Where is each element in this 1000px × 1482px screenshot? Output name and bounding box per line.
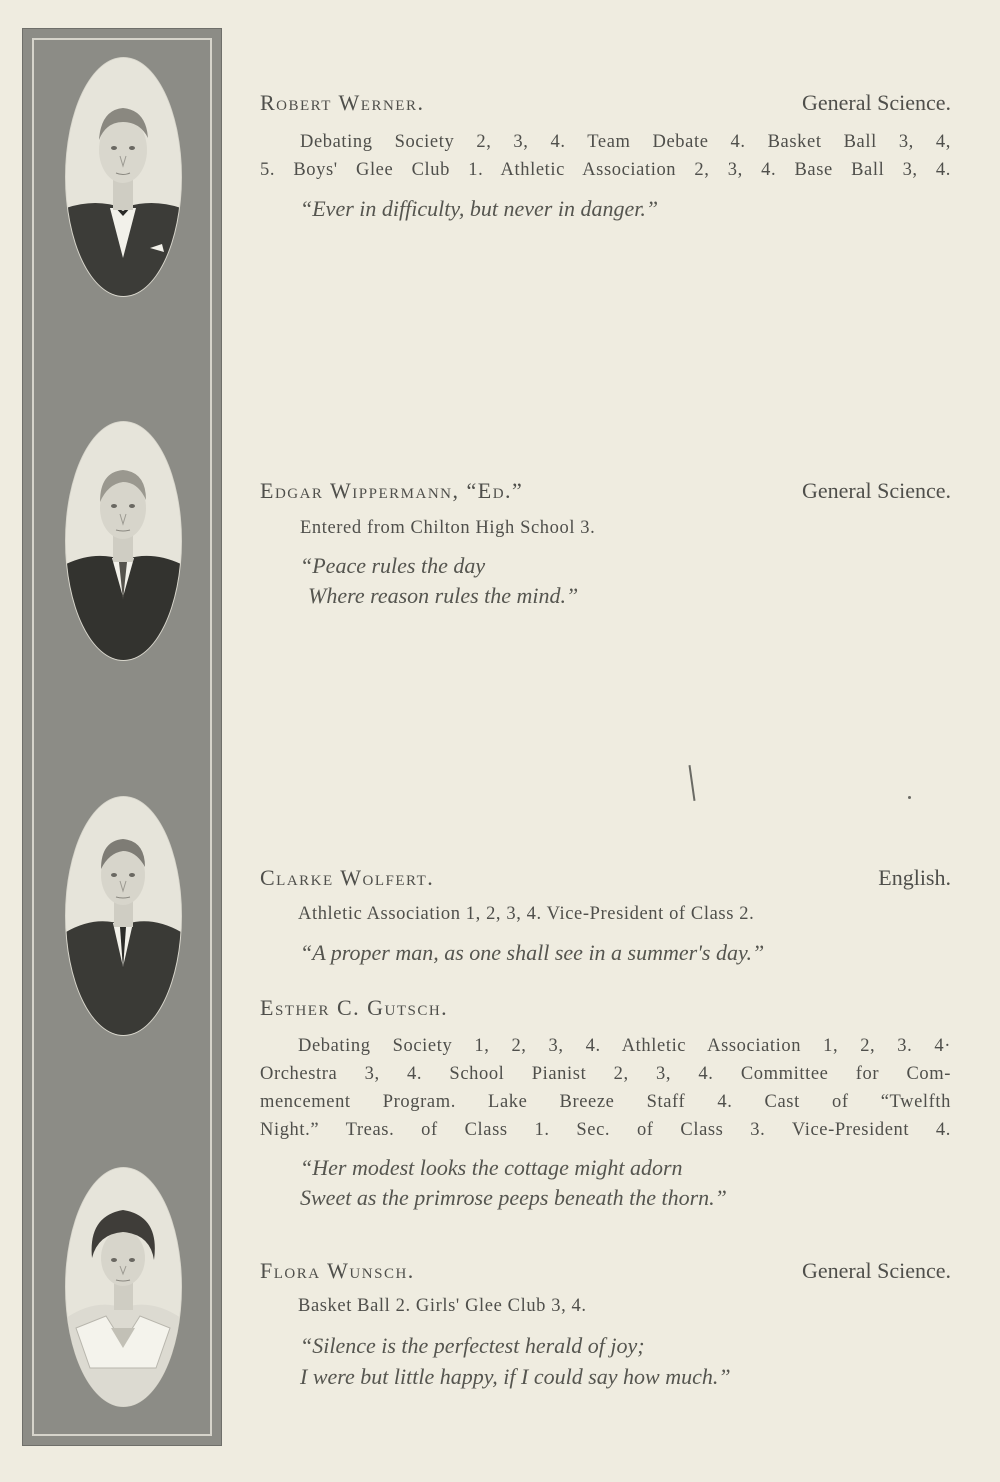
portrait-clarke-wolfert	[65, 796, 182, 1036]
student-name: Robert Werner.	[260, 90, 425, 115]
student-course: General Science.	[801, 478, 951, 503]
student-name: Flora Wunsch.	[260, 1258, 415, 1283]
stray-mark	[689, 765, 696, 801]
activities-line: Athletic Association 1, 2, 3, 4. Vice-President of Class 2.	[298, 904, 755, 924]
student-course: English.	[878, 865, 951, 890]
student-quote: “Her modest looks the cottage might adorn	[300, 1155, 683, 1180]
activities-line: Entered from Chilton High School 3.	[300, 518, 596, 538]
portrait-edgar-wippermann	[65, 421, 182, 661]
portrait-strip	[22, 28, 222, 1446]
activities-line: Basket Ball 2. Girls' Glee Club 3, 4.	[298, 1296, 587, 1316]
portrait-flora-wunsch	[65, 1167, 182, 1407]
student-course: General Science.	[801, 1258, 951, 1283]
student-name: Esther C. Gutsch.	[260, 995, 449, 1020]
student-course: General Science.	[801, 90, 951, 115]
student-quote: Where reason rules the mind.”	[308, 583, 579, 608]
activities-line: Night.” Treas. of Class 1. Sec. of Class 3. Vice-President 4.	[260, 1120, 951, 1140]
activities-line: Debating Society 1, 2, 3, 4. Athletic Association 1, 2, 3. 4·	[298, 1036, 951, 1056]
activities-line: 5. Boys' Glee Club 1. Athletic Association 2, 3, 4. Base Ball 3, 4.	[260, 160, 951, 180]
student-quote: I were but little happy, if I could say how much.”	[300, 1364, 731, 1389]
student-quote: “Silence is the perfectest herald of joy;	[300, 1333, 645, 1358]
student-name: Edgar Wippermann, “Ed.”	[260, 478, 524, 503]
student-quote: Sweet as the primrose peeps beneath the thorn.”	[300, 1185, 727, 1210]
student-name: Clarke Wolfert.	[260, 865, 435, 890]
activities-line: Orchestra 3, 4. School Pianist 2, 3, 4. Committee for Com-	[260, 1064, 951, 1084]
student-quote: “Peace rules the day	[300, 553, 486, 578]
portrait-robert-werner	[65, 57, 182, 297]
stray-dot	[908, 796, 911, 799]
activities-line: Debating Society 2, 3, 4. Team Debate 4. Basket Ball 3, 4,	[300, 132, 951, 152]
activities-line: mencement Program. Lake Breeze Staff 4. Cast of “Twelfth	[260, 1092, 951, 1112]
student-quote: “A proper man, as one shall see in a summer's day.”	[300, 940, 765, 965]
student-quote: “Ever in difficulty, but never in danger.”	[300, 196, 659, 221]
